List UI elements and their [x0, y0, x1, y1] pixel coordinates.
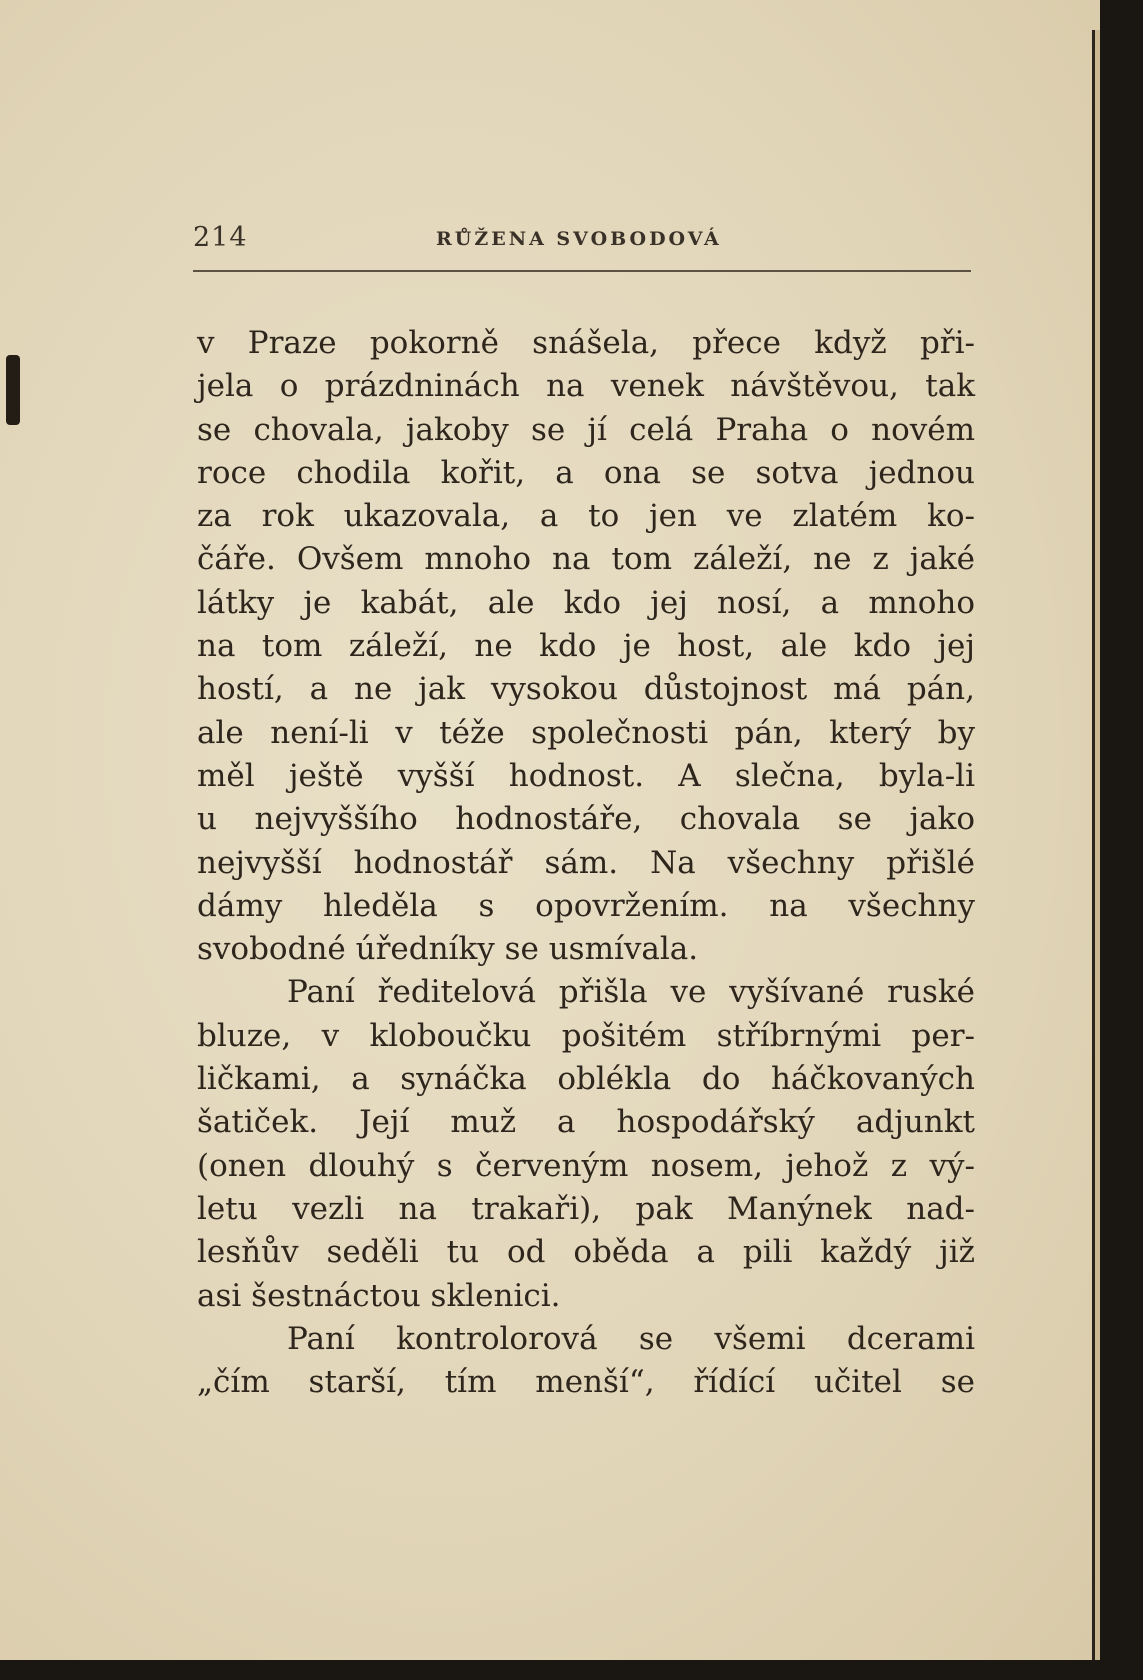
text-line: (onen dlouhý s červeným nosem, jehož z vý-	[197, 1147, 975, 1184]
text-line: letu vezli na trakaři), pak Manýnek nad-	[197, 1190, 975, 1227]
text-line: hostí, a ne jak vysokou důstojnost má pán,	[197, 671, 975, 708]
text-line: se chovala, jakoby se jí celá Praha o novém	[197, 411, 975, 448]
binding-mark	[6, 355, 20, 425]
body-text	[197, 322, 975, 1404]
text-line: asi šestnáctou sklenici.	[197, 1277, 561, 1314]
text-line: šatiček. Její muž a hospodářský adjunkt	[197, 1104, 975, 1141]
text-line: v Praze pokorně snášela, přece když při-	[197, 325, 975, 361]
text-line: Paní kontrolorová se všemi dcerami	[287, 1320, 975, 1357]
text-line: Paní ředitelová přišla ve vyšívané ruské	[287, 974, 975, 1011]
page-number: 214	[193, 222, 248, 253]
text-line: roce chodila kořit, a ona se sotva jednou	[197, 454, 975, 491]
text-line: ličkami, a synáčka oblékla do háčkovaných	[197, 1061, 975, 1098]
text-line: bluze, v kloboučku pošitém stříbrnými per-	[197, 1017, 975, 1054]
page-header	[193, 222, 971, 252]
text-line: lesňův seděli tu od oběda a pili každý již	[197, 1234, 975, 1271]
running-title: RŮŽENA SVOBODOVÁ	[436, 228, 722, 250]
text-line: měl ještě vyšší hodnost. A slečna, byla-li	[197, 757, 975, 794]
page-edge	[1092, 30, 1100, 1660]
text-line: jela o prázdninách na venek návštěvou, tak	[197, 368, 975, 405]
header-rule	[193, 270, 971, 272]
text-line: za rok ukazovala, a to jen ve zlatém ko-	[197, 498, 975, 535]
text-line: nejvyšší hodnostář sám. Na všechny přišlé	[197, 844, 975, 881]
text-line: „čím starší, tím menší“, řídící učitel se	[197, 1364, 975, 1401]
text-line: svobodné úředníky se usmívala.	[197, 931, 699, 968]
text-line: dámy hleděla s opovržením. na všechny	[197, 887, 975, 924]
text-line: ale není-li v téže společnosti pán, který by	[197, 714, 975, 751]
text-line: látky je kabát, ale kdo jej nosí, a mnoho	[197, 584, 975, 621]
text-line: na tom záleží, ne kdo je host, ale kdo jej	[197, 628, 975, 665]
text-line: u nejvyššího hodnostáře, chovala se jako	[197, 801, 975, 838]
text-line: čáře. Ovšem mnoho na tom záleží, ne z jaké	[197, 541, 975, 578]
